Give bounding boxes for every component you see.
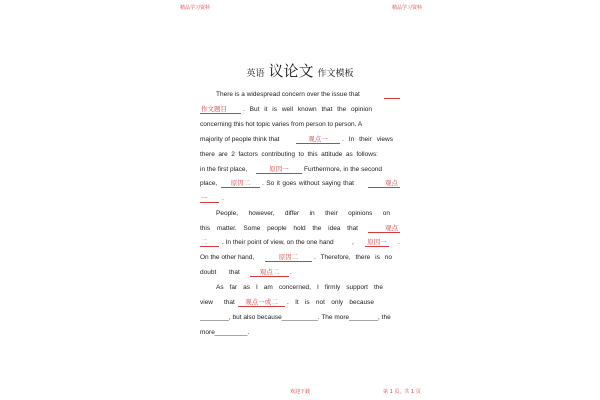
- text-segment: . Therefore, there is no: [314, 254, 392, 261]
- blank-reason-2: 原因二: [221, 180, 260, 188]
- text-segment: ,: [352, 239, 354, 246]
- essay-line: [0, 210, 600, 219]
- blank-essay-topic: 作文题目: [200, 106, 241, 114]
- title-main: 议论文: [268, 62, 314, 80]
- text-segment: .: [222, 195, 224, 202]
- header-right-label: 精品学习资料: [392, 5, 423, 11]
- essay-line: [0, 254, 600, 263]
- blank-viewpoint-2: 观点: [368, 225, 400, 233]
- blank-viewpoint-1-conclusion: 观点: [368, 180, 400, 188]
- essay-line: [0, 151, 600, 160]
- essay-line: [0, 91, 600, 100]
- text-segment: that: [229, 269, 240, 276]
- blank-chosen-viewpoint: 观点一或二: [238, 299, 285, 307]
- essay-line: [0, 166, 600, 175]
- essay-line: [0, 314, 600, 323]
- page-number-label: 第 1 页，共 1 页: [383, 389, 421, 395]
- essay-line: [0, 284, 600, 293]
- text-segment: Furthermore, in the second: [304, 166, 383, 173]
- text-segment: On the other hand,: [200, 254, 255, 261]
- essay-line: [0, 269, 600, 278]
- text-segment: view: [200, 299, 214, 306]
- text-segment: there are 2 factors contributing to this attitude as follows:: [200, 151, 378, 158]
- text-segment: concerning this hot topic varies from person to person. A: [200, 121, 363, 128]
- blank-viewpoint-1: 观点一: [296, 136, 340, 144]
- text-segment: place,: [200, 180, 218, 187]
- blank-reason-1: 原因一: [256, 166, 302, 174]
- header-left-label: 精品学习资料: [180, 5, 211, 11]
- blank-reason-2: 原因二: [265, 254, 312, 262]
- essay-line: [0, 195, 600, 204]
- text-segment: doubt: [200, 269, 217, 276]
- essay-line: [0, 299, 600, 308]
- blank-reason-1: 原因一: [365, 239, 389, 247]
- blank-viewpoint-1-conclusion-end: 一: [200, 195, 219, 203]
- text-segment: ________, but also because__________. The more________, the: [200, 314, 391, 321]
- blank-viewpoint-2-end: 二: [200, 239, 219, 247]
- essay-line: [0, 136, 600, 145]
- title-suffix: 作文模板: [317, 69, 354, 79]
- essay-line: [0, 106, 600, 115]
- text-segment: majority of people think that: [200, 136, 280, 143]
- text-segment: .: [398, 239, 400, 246]
- blank-viewpoint-2-conclusion: 观点二: [250, 269, 289, 277]
- page-title: [0, 62, 600, 83]
- text-segment: . In their point of view, on the one hand: [222, 239, 334, 246]
- text-segment: There is a widespread concern over the issue that: [216, 91, 360, 98]
- text-segment: As far as I am concerned, I firmly support the: [216, 284, 383, 291]
- essay-line: [0, 239, 600, 248]
- text-segment: more_________.: [200, 329, 250, 336]
- text-segment: . In their views: [342, 136, 393, 143]
- essay-line: [0, 180, 600, 189]
- essay-line: [0, 329, 600, 338]
- text-segment: that: [224, 299, 235, 306]
- title-prefix: 英语: [246, 69, 265, 79]
- text-segment: . It is not only because: [287, 299, 374, 306]
- text-segment: this matter. Some people hold the idea that: [200, 225, 358, 232]
- footer-download-label: 欢迎下载: [290, 389, 311, 395]
- essay-line: [0, 225, 600, 234]
- text-segment: . But it is well known that the opinion: [243, 106, 372, 113]
- text-segment: . So it goes without saying that: [262, 180, 354, 187]
- text-segment: People, however, differ in their opinions on: [216, 210, 390, 217]
- text-segment: in the first place,: [200, 166, 248, 173]
- blank-essay-topic-start: [384, 91, 400, 99]
- text-segment: .: [290, 269, 292, 276]
- essay-line: [0, 121, 600, 130]
